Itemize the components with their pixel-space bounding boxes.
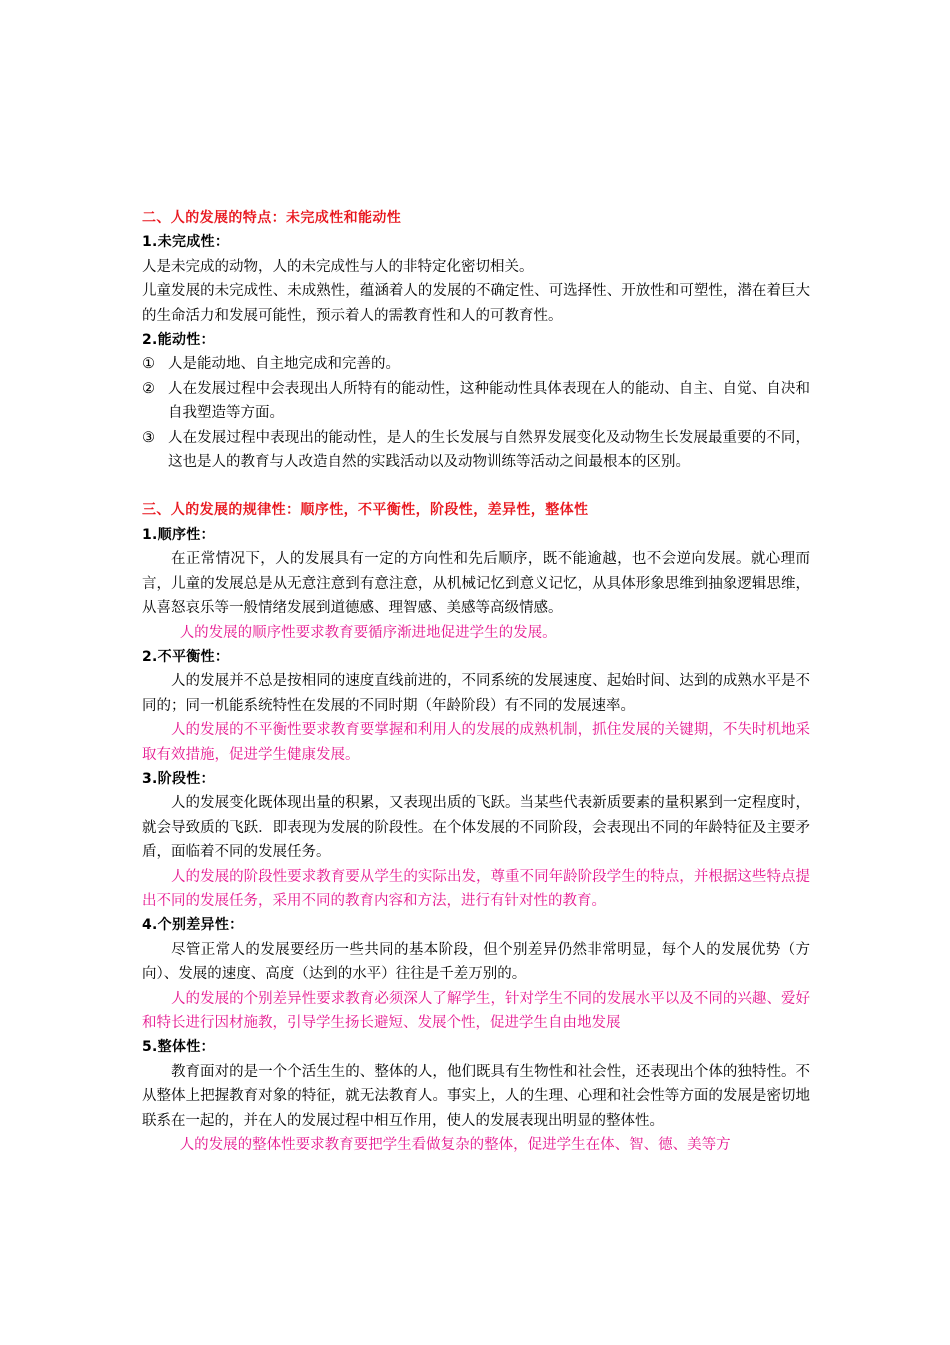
wholeness-heading: 5.整体性： — [142, 1039, 215, 1056]
sequence-requirement: 人的发展的顺序性要求教育要循序渐进地促进学生的发展。 — [179, 624, 557, 641]
wholeness-paragraph: 教育面对的是一个个活生生的、整体的人，他们既具有生物性和社会性，还表现出个体的独特性。不从整体上把握教育对象的特征，就无法教育人。事实上，人的生理、心理和社会性等方面的发展是密切地联系在一起的，并在人的发展过程中相互作用，使人的发展表现出明显的整体性。 — [142, 1063, 810, 1129]
incompleteness-paragraph-2: 儿童发展的未完成性、未成熟性，蕴涵着人的发展的不确定性、可选择性、开放性和可塑性，潜在着巨大的生命活力和发展可能性，预示着人的需教育性和人的可教育性。 — [142, 283, 810, 324]
section-spacer — [142, 474, 810, 498]
difference-paragraph: 尽管正常人的发展要经历一些共同的基本阶段，但个别差异仍然非常明显，每个人的发展优势（方向）、发展的速度、高度（达到的水平）往往是千差万别的。 — [142, 941, 810, 983]
difference-requirement: 人的发展的个别差异性要求教育必须深人了解学生，针对学生不同的发展水平以及不同的兴趣、爱好和特长进行因材施教，引导学生扬长避短、发展个性，促进学生自由地发展 — [142, 990, 810, 1031]
difference-heading: 4.个别差异性： — [142, 917, 244, 934]
incompleteness-paragraph-1: 人是未完成的动物，人的未完成性与人的非特定化密切相关。 — [142, 258, 534, 275]
initiative-item-2 — [142, 377, 810, 426]
sequence-paragraph: 在正常情况下，人的发展具有一定的方向性和先后顺序，既不能逾越，也不会逆向发展。就心理而言，儿童的发展总是从无意注意到有意注意，从机械记忆到意义记忆，从具体形象思维到抽象逻辑思维，从喜怒哀乐等一般情绪发展到道德感、理智感、美感等高级情感。 — [142, 551, 810, 617]
item-text: 人在发展过程中表现出的能动性，是人的生长发展与自然界发展变化及动物生长发展最重要的不同，这也是人的教育与人改造自然的实践活动以及动物训练等活动之间最根本的区别。 — [168, 429, 810, 471]
incompleteness-heading: 1.未完成性： — [142, 234, 230, 251]
initiative-heading: 2.能动性： — [142, 332, 215, 349]
item-text: 人在发展过程中会表现出人所特有的能动性，这种能动性具体表现在人的能动、自主、自觉、自决和自我塑造等方面。 — [168, 380, 810, 422]
stage-requirement: 人的发展的阶段性要求教育要从学生的实际出发，尊重不同年龄阶段学生的特点，并根据这些特点提出不同的发展任务，采用不同的教育内容和方法，进行有针对性的教育。 — [142, 868, 810, 909]
imbalance-requirement: 人的发展的不平衡性要求教育要掌握和利用人的发展的成熟机制，抓住发展的关键期，不失时机地采取有效措施，促进学生健康发展。 — [142, 722, 810, 763]
document-page — [142, 206, 810, 1157]
imbalance-heading: 2.不平衡性： — [142, 648, 230, 665]
wholeness-requirement: 人的发展的整体性要求教育要把学生看做复杂的整体，促进学生在体、智、德、美等方 — [179, 1137, 731, 1154]
section-2-heading: 二、人的发展的特点：未完成性和能动性 — [142, 210, 402, 226]
item-text: 人是能动地、自主地完成和完善的。 — [168, 356, 400, 373]
item-marker: ① — [142, 356, 155, 373]
section-3-heading: 三、人的发展的规律性：顺序性，不平衡性，阶段性，差异性，整体性 — [142, 502, 589, 519]
stage-paragraph: 人的发展变化既体现出量的积累，又表现出质的飞跃。当某些代表新质要素的量积累到一定程度时，就会导致质的飞跃．即表现为发展的阶段性。在个体发展的不同阶段，会表现出不同的年龄特征及主要矛盾，面临着不同的发展任务。 — [142, 795, 810, 861]
initiative-item-3 — [142, 426, 810, 475]
item-marker: ② — [142, 380, 155, 397]
sequence-heading: 1.顺序性： — [142, 526, 215, 543]
imbalance-paragraph: 人的发展并不总是按相同的速度直线前进的，不同系统的发展速度、起始时间、达到的成熟水平是不同的；同一机能系统特性在发展的不同时期（年龄阶段）有不同的发展速率。 — [142, 673, 810, 714]
stage-heading: 3.阶段性： — [142, 770, 215, 787]
initiative-item-1 — [142, 352, 810, 376]
item-marker: ③ — [142, 429, 155, 446]
